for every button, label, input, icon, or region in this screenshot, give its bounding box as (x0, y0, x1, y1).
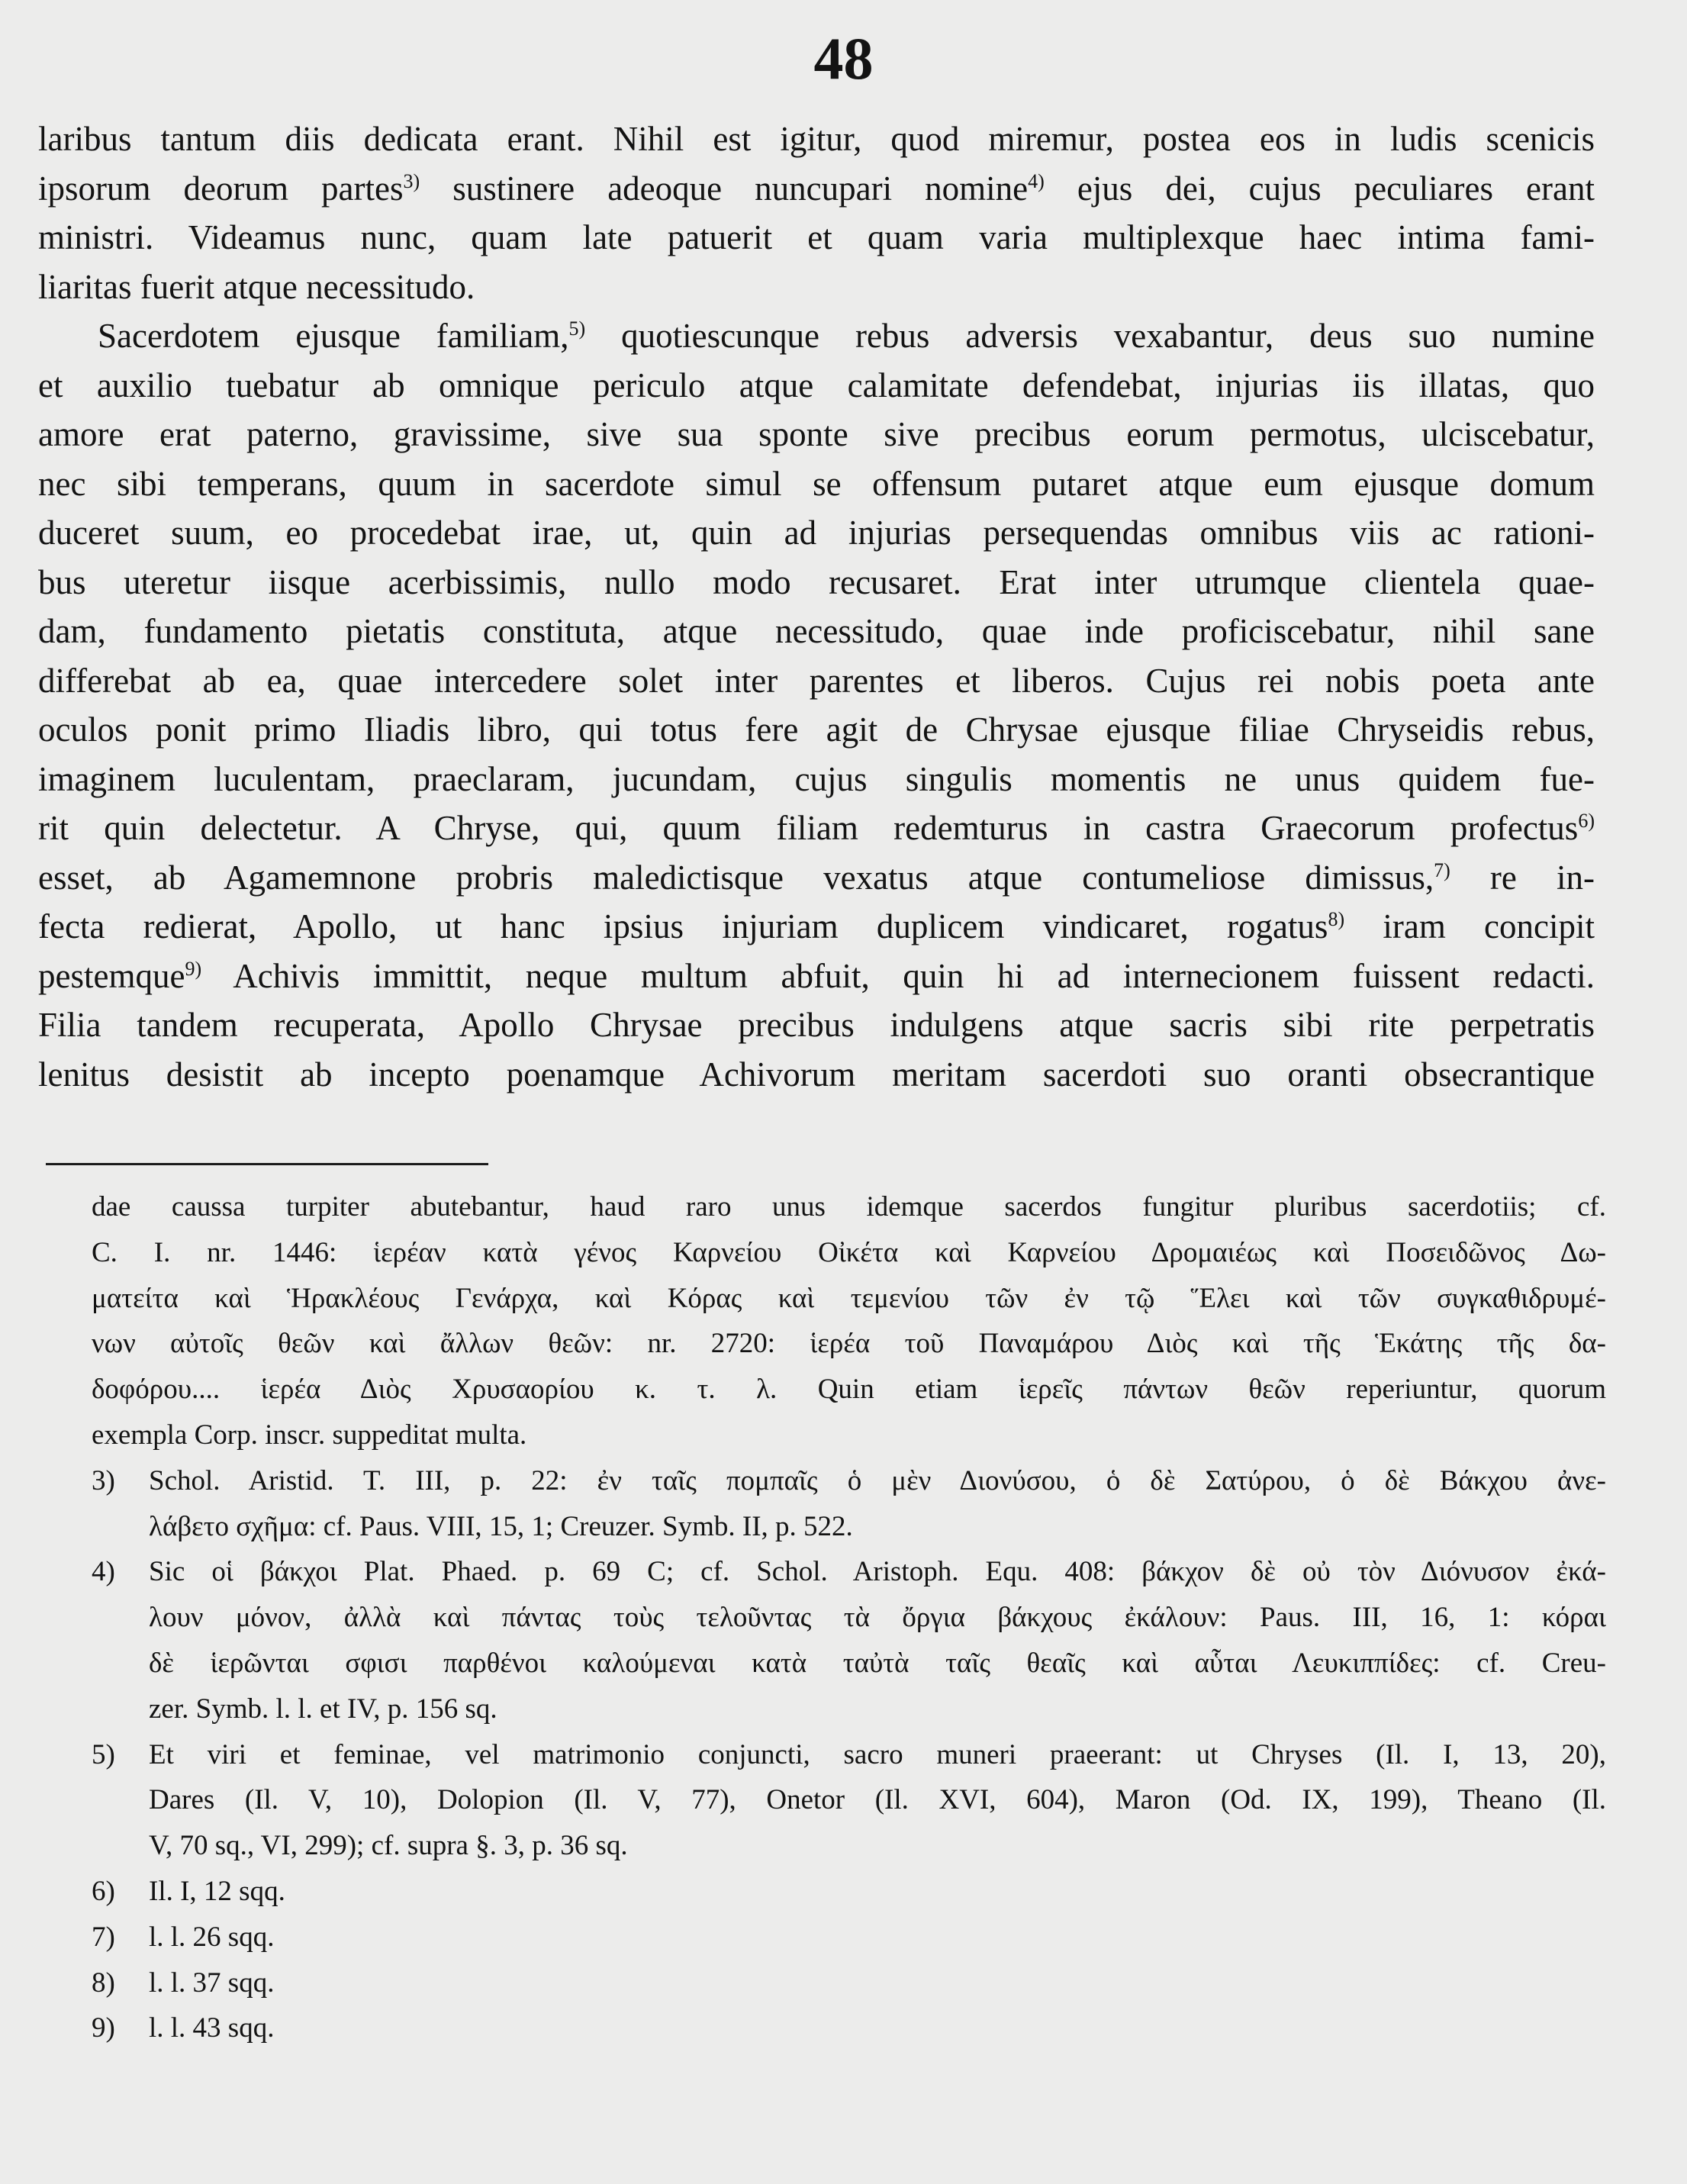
text-line: amore erat paterno, gravissime, sive sua sponte sive precibus eorum permotus, ulciscebatur, (38, 415, 1595, 453)
footnote-ref: 6) (1578, 810, 1595, 832)
text-line: differebat ab ea, quae intercedere solet inter parentes et liberos. Cujus rei nobis poeta ante (38, 661, 1595, 700)
text-line: Filia tandem recuperata, Apollo Chrysae precibus indulgens atque sacris sibi rite perpetratis (38, 1006, 1595, 1044)
footnote-line: zer. Symb. l. l. et IV, p. 156 sq. (149, 1693, 497, 1725)
footnote-line: λουν μόνον, ἀλλὰ καὶ πάντας τοὺς τελοῦντας τὰ ὄργια βάκχους ἐκάλουν: Paus. III, 16, 1: κόραι (149, 1602, 1606, 1634)
footnote-number: 8) (92, 1967, 115, 1999)
text-line: bus uteretur iisque acerbissimis, nullo modo recusaret. Erat inter utrumque clientela quae- (38, 562, 1595, 601)
text-line: esset, ab Agamemnone probris maledictisque vexatus atque contumeliose dimissus,$^{7)}$ re in- (38, 858, 1595, 897)
paragraph-first-line: Sacerdotem ejusque familiam,$^{5)}$ quotiescunque rebus adversis vexabantur, deus suo numine (98, 317, 1595, 355)
footnote-8: 8) l. l. 37 sqq. (92, 1960, 1606, 2006)
page-number: 48 (813, 25, 874, 92)
footnote-ref: 8) (1328, 908, 1345, 930)
footnote-line: exempla Corp. inscr. suppeditat multa. (92, 1419, 527, 1451)
text-line: dam, fundamento pietatis constituta, atque necessitudo, quae inde proficiscebatur, nihil sane (38, 612, 1595, 650)
footnote-line: dae caussa turpiter abutebantur, haud raro unus idemque sacerdos fungitur pluribus sacerdotiis; cf. (92, 1191, 1606, 1222)
text-line: imaginem luculentam, praeclaram, jucundam, cujus singulis momentis ne unus quidem fue- (38, 759, 1595, 798)
footnote-line: νων αὐτοῖς θεῶν καὶ ἄλλων θεῶν: nr. 2720: ἱερέα τοῦ Παναμάρου Διὸς καὶ τῆς Ἑκάτης τῆς δα- (92, 1328, 1606, 1360)
main-text (38, 114, 1595, 1099)
text-line: laribus tantum diis dedicata erant. Nihil est igitur, quod miremur, postea eos in ludis scenicis (38, 120, 1595, 158)
text-line: et auxilio tuebatur ab omnique periculo atque calamitate defendebat, injurias iis illatas, quo (38, 366, 1595, 404)
text-line: pestemque$^{9)}$ Achivis immittit, neque multum abfuit, quin hi ad internecionem fuissent redacti. (38, 956, 1595, 995)
text-line: oculos ponit primo Iliadis libro, qui totus fere agit de Chrysae ejusque filiae Chryseidis rebus, (38, 710, 1595, 749)
text-line: rit quin delectetur. A Chryse, qui, quum filiam redemturus in castra Graecorum profectus$^{6)}$ (38, 809, 1595, 847)
footnote-number: 3) (92, 1464, 115, 1496)
footnote-5: 5) Et viri et feminae, vel matrimonio conjuncti, sacro muneri praeerant: ut Chryses (Il. I, 13, 20), (85, 1732, 1606, 1778)
footnote-number: 6) (92, 1875, 115, 1907)
footnote-7: 7) l. l. 26 sqq. (92, 1915, 1606, 1960)
footnote-4: 4) Sic οἱ βάκχοι Plat. Phaed. p. 69 C; cf. Schol. Aristoph. Equ. 408: βάκχον δὲ οὐ τὸν Διόνυσον ἐκά- (85, 1549, 1606, 1595)
footnote-ref: 5) (568, 317, 586, 340)
text-line: duceret suum, eo procedebat irae, ut, quin ad injurias persequendas omnibus viis ac rationi- (38, 514, 1595, 552)
footnote-ref: 4) (1028, 169, 1045, 192)
text-line: lenitus desistit ab incepto poenamque Achivorum meritam sacerdoti suo oranti obsecrantique (38, 1055, 1595, 1094)
text-line: fecta redierat, Apollo, ut hanc ipsius injuriam duplicem vindicaret, rogatus$^{8)}$ iram concipit (38, 907, 1595, 945)
footnote-line: δοφόρου.... ἱερέα Διὸς Χρυσαορίου κ. τ. λ. Quin etiam ἱερεῖς πάντων θεῶν reperiuntur, quorum (92, 1374, 1606, 1406)
text-line: ministri. Videamus nunc, quam late patuerit et quam varia multiplexque haec intima fami- (38, 218, 1595, 256)
footnotes (92, 1184, 1606, 2051)
footnote-line: ματείτα καὶ Ἡρακλέους Γενάρχα, καὶ Κόρας καὶ τεμενίου τῶν ἐν τῷ Ἕλει καὶ τῶν συγκαθιδρυμέ- (92, 1282, 1606, 1314)
footnote-line: δὲ ἱερῶνται σφισι παρθένοι καλούμεναι κατὰ ταὐτὰ ταῖς θεαῖς καὶ αὗται Λευκιππίδες: cf. Creu- (149, 1647, 1606, 1679)
text-line: ipsorum deorum partes$^{3)}$ sustinere adeoque nuncupari nomine$^{4)}$ ejus dei, cujus peculiares erant (38, 169, 1595, 208)
footnote-number: 9) (92, 2012, 115, 2044)
footnote-divider (46, 1163, 488, 1165)
footnote-6: 6) Il. I, 12 sqq. (92, 1869, 1606, 1915)
footnote-9: 9) l. l. 43 sqq. (92, 2005, 1606, 2051)
footnote-line: V, 70 sq., VI, 299); cf. supra §. 3, p. 36 sq. (149, 1830, 628, 1862)
footnote-ref: 9) (185, 957, 202, 980)
text-line: nec sibi temperans, quum in sacerdote simul se offensum putaret atque eum ejusque domum (38, 464, 1595, 503)
footnote-number: 5) (92, 1738, 115, 1770)
footnote-line: λάβετο σχῆμα: cf. Paus. VIII, 15, 1; Creuzer. Symb. II, p. 522. (149, 1510, 853, 1542)
footnote-3: 3) Schol. Aristid. T. III, p. 22: ἐν ταῖς πομπαῖς ὁ μὲν Διονύσου, ὁ δὲ Σατύρου, ὁ δὲ Βάκχου ἀνε- (85, 1458, 1606, 1504)
footnote-ref: 7) (1434, 858, 1450, 881)
footnote-ref: 3) (403, 169, 420, 192)
footnote-line: C. I. nr. 1446: ἱερέαν κατὰ γένος Καρνείου Οἰκέτα καὶ Καρνείου Δρομαιέως καὶ Ποσειδῶνος Δω- (92, 1236, 1606, 1268)
footnote-number: 4) (92, 1556, 115, 1588)
footnote-line: Dares (Il. V, 10), Dolopion (Il. V, 77), Onetor (Il. XVI, 604), Maron (Od. IX, 199), Theano (Il. (149, 1784, 1606, 1816)
footnote-number: 7) (92, 1921, 115, 1953)
text-line: liaritas fuerit atque necessitudo. (38, 267, 475, 306)
